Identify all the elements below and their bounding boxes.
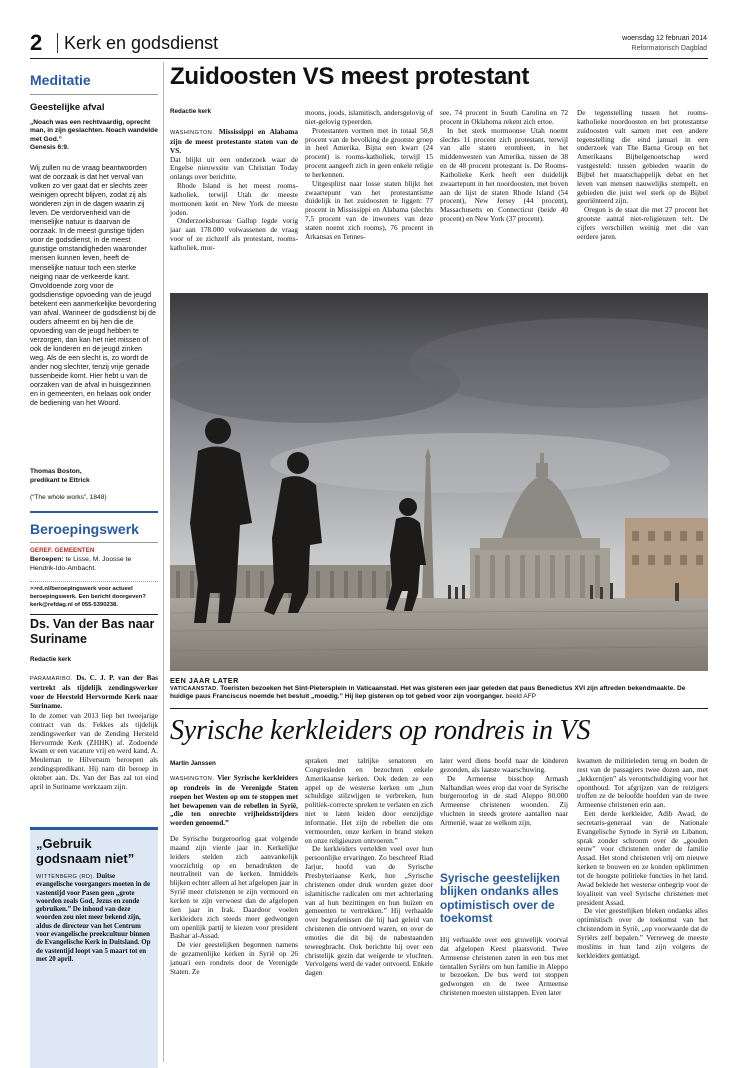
godsnaam-title: „Gebruik godsnaam niet” xyxy=(36,836,135,866)
article1-col2 xyxy=(305,109,433,242)
paragraph: De vier geestelijken begonnen namens de gezamenlijke kerken in Syrië op 26 januari een rondreis door de Verenigde Staten. Ze xyxy=(170,940,298,976)
article2-col2 xyxy=(305,757,433,978)
suriname-dateline: PARAMARIBO. xyxy=(30,676,73,682)
meditatie-source: (“The whole works”, 1848) xyxy=(30,494,107,501)
meditatie-quote: „Noach was een rechtvaardig, oprecht man, in zijn geslachten. Noach wandelde met God.” xyxy=(30,119,158,143)
meditatie-ref: Genesis 6:9. xyxy=(30,144,69,151)
meditatie-author: Thomas Boston, xyxy=(30,468,82,475)
beroepingswerk-label: Beroepen: xyxy=(30,556,64,563)
paragraph: Protestanten vormen met in totaal 50,8 procent van de bevolking de grootste groep in heel Amerika. Bijna een kwart (24 procent) is rooms-katholiek, terwijl 15 procent aangeeft zich in geen enkele religie te herkennen. xyxy=(305,125,433,179)
paragraph: Oregon is de staat die met 27 procent het grootste aantal niet-religieuzen telt. De cijfers verschillen weinig met die van eerdere jaren. xyxy=(577,205,708,241)
photo-caption-place: VATICAANSTAD. xyxy=(170,686,219,692)
suriname-lead: Ds. C. J. P. van der Bas vertrekt als tijdelijk zendingswerker voor de Hersteld Hervormde Kerk naar Suriname. xyxy=(30,673,158,710)
paragraph: moons, joods, islamitisch, andersgelovig of niet-gelovig typeerden. xyxy=(305,108,433,126)
article2-col1 xyxy=(170,774,298,977)
beroepingswerk-dotted xyxy=(30,581,158,582)
paragraph: De vier geestelijken bleken ondanks alles optimistisch over de toekomst van het christendom in Syrië, „op voorwaarde dat de Syriërs zelf bepalen.” Verreweg de meeste moslims in hun land zijn volgens de kerkleiders gematigd. xyxy=(577,906,708,960)
sidebar xyxy=(30,62,158,1062)
paragraph: Een derde kerkleider, Adib Awad, de secretaris-generaal van de Nationale Evangelische Synode in Syrië en Libanon, sprak zonder schroom over de „gouden eeuw” voor christenen onder de familie Assad. Het stond christenen vrij om nieuwe kerken te bouwen en ze konden opklimmen tot de hoogste politieke functies in het land. Awad beklede het westerse onbegrip voor de loyaliteit van veel Syrische christenen met president Assad. xyxy=(577,809,708,907)
article2-headline: Syrische kerkleiders op rondreis in VS xyxy=(170,715,591,746)
header-paper: Reformatorisch Dagblad xyxy=(631,45,707,52)
paragraph: kwamen de militieleden terug en boden de rest van de passagiers twee dozen aan, met „lekkernijen” als verontschuldiging voor het oponthoud. Tot afgrijzen van de reizigers troffen ze de beloofde hoofden van de twee Armeense christenen erin aan. xyxy=(577,756,708,810)
article1-headline: Zuidoosten VS meest protestant xyxy=(170,63,530,90)
article2-lead: Vier Syrische kerkleiders op rondreis in de Verenigde Staten roepen het Westen op om te stoppen met het bewapenen van de rebellen in Syrië, „die ten onrechte vrijheidsstrijders worden genoemd.” xyxy=(170,773,299,828)
photo-caption-text: Toeristen bezoeken het Sint-Pietersplein in Vaticaanstad. Het was gisteren een jaar geleden dat paus Benedictus XVI zijn aftreden bekendmaakte. De huidige paus Franciscus noemde het besluit „moedig.” Hij liep gisteren op tot gebed voor zijn voorganger. xyxy=(170,685,686,701)
section-title: Kerk en godsdienst xyxy=(64,33,219,53)
beroepingswerk-denomination: GEREF. GEMEENTEN xyxy=(30,547,95,554)
article2-byline: Martin Janssen xyxy=(170,760,216,767)
article2-dateline: WASHINGTON. xyxy=(170,776,215,782)
st-peters-square-photo xyxy=(170,293,708,671)
suriname-text xyxy=(30,674,158,710)
paragraph: In het sterk mormoonse Utah noemt slechts 11 procent zich protestant, terwijl van alle staten eromheen, in het middenwesten van Amerika, tussen de 38 en de 48 procent protestant is. De Rooms-Katholieke Kerk heeft een duidelijk zwaartepunt in het noordoosten, met boven aan de lijst de staten Rhode Island (54 procent), New Jersey (44 procent), Massachusetts en Connecticut (beide 40 procent) en New York (37 procent). xyxy=(440,125,568,224)
photo-caption-title: EEN JAAR LATER xyxy=(170,676,239,685)
meditatie-heading: Meditatie xyxy=(30,72,91,88)
paragraph: spraken met talrijke senatoren en Congresleden en bezochten enkele Amerikaanse kerken. Ook deden ze een appel op de westerse kerken om „hun schuldige stilzwijgen te verbreken, hun politiek-correcte spreken te verlaten en zich niet te laten leiden door eenzijdige informatie. Het zijn de rebellen die ons vermoorden, onze kerken in brand steken en onze religieuzen ontvoeren.” xyxy=(305,756,433,845)
header-date: woensdag 12 februari 2014 xyxy=(622,35,707,42)
article1-col1 xyxy=(170,128,298,253)
page-number: 2 xyxy=(30,30,43,55)
paragraph: later werd diens hoofd naar de kinderen gezonden, als laatste waarschuwing. xyxy=(440,756,568,774)
godsnaam-text: Duitse evangelische voorgangers moeten in de vastentijd voor Pasen geen „grote woorden zoals God, Jezus en zonde gebruiken.” De inhoud van deze woorden zou niet meer bekend zijn, aldus de directeur van het Centrum voor evangelische preekcultuur binnen de Evangelische Kerk in Duitsland. Op de vastentijd loopt van 5 maart tot en met 20 april. xyxy=(36,873,151,963)
sidebar-divider xyxy=(163,62,164,1062)
beroepingswerk-entry: te Lisse, M. Joosse te Hendrik-Ido-Ambacht. xyxy=(30,556,132,572)
paragraph: De Syrische burgeroorlog gaat volgende maand zijn vierde jaar in. Kerkelijke leiders stelden zich aanvankelijk voorzichtig op en benadrukten de neutraliteit van de kerken. Inmiddels blijken echter alleen al het afgelopen jaar in Syrië meer christenen te zijn vermoord en kerken te zijn verwoest dan de afgelopen tien jaar in Irak. Daardoor voelen kerkleiders zich steeds meer gedwongen om openlijk partij te kiezen voor president Bashar al-Assad. xyxy=(170,834,298,941)
suriname-top-rule xyxy=(30,614,158,615)
paragraph: Onderzoeksbureau Gallup legde vorig jaar aan 178.000 volwassenen de vraag voor of ze zichzelf als protestant, rooms-katholiek, mor- xyxy=(170,216,298,252)
photo-credit: beeld AFP xyxy=(505,693,537,701)
meditatie-rule xyxy=(30,94,158,95)
paragraph: Rhode Island is het meest rooms-katholiek, terwijl Utah de meeste mormonen kent en New York de meeste joden. xyxy=(170,181,298,217)
article1-dateline: WASHINGTON. xyxy=(170,130,215,136)
meditatie-title: Geestelijke afval xyxy=(30,102,105,113)
article2-subhead: Syrische geestelijken blijken ondanks alles optimistisch over de toekomst xyxy=(440,871,561,925)
suriname-byline: Redactie kerk xyxy=(30,656,71,663)
godsnaam-box xyxy=(30,827,158,1068)
header-divider xyxy=(57,33,58,53)
header-rule xyxy=(30,58,708,59)
article1-col4 xyxy=(577,109,708,242)
beroepingswerk-rule xyxy=(30,542,158,543)
article1-byline: Redactie kerk xyxy=(170,108,211,115)
paragraph: De Armeense bisschop Armash Nalbandian wees erop dat voor de Syrische burgeroorlog in de stad Aleppo 80.000 Armeense christenen woonden. Zij vluchten in steeds grotere aantallen naar Armenië, waar ze welkom zijn. xyxy=(440,773,568,827)
beroepingswerk-heading: Beroepingswerk xyxy=(30,521,139,537)
godsnaam-dateline: WITTENBERG (RD). xyxy=(36,874,95,880)
paragraph: De tegenstelling tussen het rooms-katholieke noordoosten en het protestantse zuidoosten valt samen met een andere tegenstelling die eind januari in een onderzoek van The Barna Group en het Amerikaans Bijbelgenootschap werd vastgesteld: tussen gebieden waarin de Bijbel het maatschappelijk debat en het leven van mensen nauwelijks stempelt, en gebieden die juist wel sterk op de Bijbel georiënteerd zijn. xyxy=(577,108,708,206)
article1-col3 xyxy=(440,109,568,224)
paragraph: Uitgesplitst naar losse staten blijkt het zwaartepunt van het protestantisme duidelijk in het zuidoosten te liggen: 77 procent in Mississippi en Alabama (slechts 7,5 procent van de inwoners van deze staten noemt zich rooms), 76 procent in Arkansas en Tennes- xyxy=(305,178,433,241)
article2-col1-body xyxy=(170,835,298,977)
article2-col3a xyxy=(440,757,568,828)
photo xyxy=(170,293,708,671)
meditatie-author-role: predikant te Ettrick xyxy=(30,477,90,484)
suriname-body: In de zomer van 2013 liep het tweejarige contract van ds. Fekkes als tijdelijk zendingswerker van de Zending Hersteld Hervormde Kerk (ZHHK) af. Zodoende kwam er een vacature vrij en werd kand. A. Meuleman te Hilversum beroepen als zendingspredikant. Hij nam dit beroep in oktober aan. Ds. Van der Bas zal tot eind april in Suriname werkzaam zijn. xyxy=(30,711,158,791)
article1-lead: Mississippi en Alabama zijn de meest protestante staten van de VS. xyxy=(170,127,298,155)
beroepingswerk-text xyxy=(30,556,158,573)
article2-col4 xyxy=(577,757,708,960)
beroepingswerk-top-rule xyxy=(30,511,158,513)
paragraph: De kerkleiders vertelden veel over hun persoonlijke ervaringen. Zo beschreef Riad Jarjur, hoofd van de Syrische Presbyteriaanse Kerk, hoe „Syrische christenen onder druk worden gezet door islamitische radicalen om met achterlating van al hun bezittingen en hun huizen en gemeenten te vertrekken.” Hij verhaalde over begrafenissen die hij had geleid van christenen die ontvoerd waren, en over de emoties die dit bij de nabestaanden teweegbracht. Ook berichtte hij over een christelijk gezin dat weigerde te vluchten. Vervolgens werd de vader ontvoerd. Enkele dagen xyxy=(305,844,433,978)
article2-col3b: Hij verhaalde over een gruwelijk voorval dat afgelopen Kerst plaatsvond. Twee Armeense christenen zaten in een bus met tientallen Syriërs om hun familie in Aleppo te bezoeken. De bus werd tot stoppen gedwongen en de twee Armeense christenen moesten uitstappen. Even later xyxy=(440,935,568,998)
meditatie-body: Wij zullen nu de vraag beantwoorden wat de oorzaak is dat het verval van volken zo ver gaat dat er slechts zeer weinigen oprecht blijven, zodat zij als wonderen zijn in de dagen waarin zij leven. De verdorvenheid van de menselijke natuur is daarvan de oorzaak. In de meest gunstige tijden voor de godsdienst, in de meest gunstige omstandigheden waaronder mensen kunnen leven, heeft de menselijke natuur toch een sterke neiging naar de verkeerde kant. Onvoldoende zorg voor de godsdienstige opvoeding van de jeugd betekent een aanmerkelijke bevordering van afval. Wanneer de godsdienst bij de ouders afneemt en bij hen die de opvoeding van de jeugd hebben te verzorgen, dan kan het niet missen of ook de kinderen en de jeugd zinken weg. Als de een slecht is, zo wordt de ander nog slechter, tenzij vrije genade tussenbeide komt. Hier hebt u van de oorzaken van de afval in huisgezinnen en in gemeenten, en helaas ook onder de bediening van het Woord. xyxy=(30,164,157,408)
suriname-title: Ds. Van der Bas naar Suriname xyxy=(30,617,155,646)
article-separator xyxy=(170,708,708,709)
paragraph: see, 74 procent in South Carolina en 72 procent in Oklahoma rekent zich ertoe. xyxy=(440,108,568,126)
paragraph: Dat blijkt uit een onderzoek waar de Engelse nieuwssite van Christian Today onlangs over berichtte. xyxy=(170,154,298,182)
photo-caption xyxy=(170,685,708,702)
article1-col1-body xyxy=(170,156,298,253)
beroepingswerk-link[interactable]: >>rd.nl/beroepingswerk voor actueel beroepingswerk. Een bericht doorgeven? kerk@refdag.nl of 055-5390238. xyxy=(30,586,146,608)
